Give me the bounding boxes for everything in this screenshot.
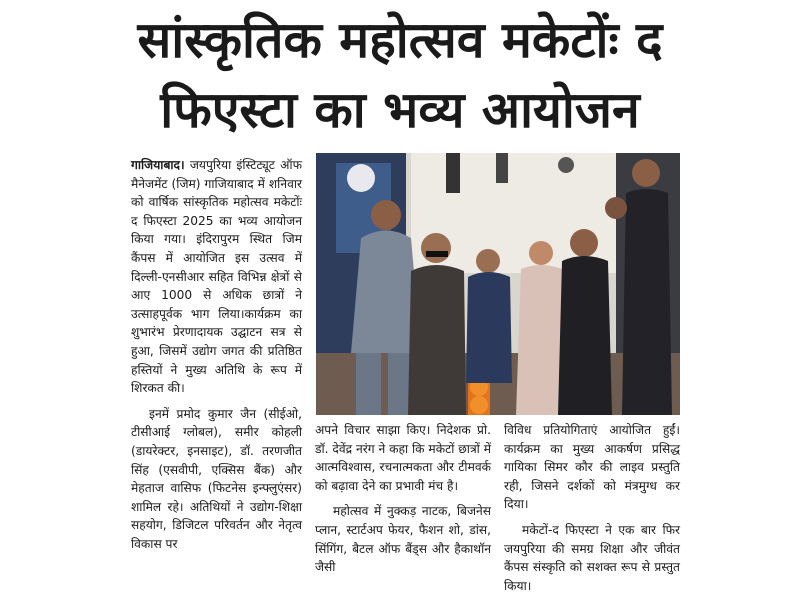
article-column-3: [504, 421, 680, 595]
article-paragraph-3: महोत्सव में नुक्कड़ नाटक, बिजनेस प्लान, स्टार्टअप फेयर, फैशन शो, डांस, सिंगिंग, बैटल ऑफ बैंड्स और हैकाथॉन जैसी: [315, 504, 491, 575]
article-paragraph-4: मकेटों-द फिएस्टा ने एक बार फिर जयपुरिया की समग्र शिक्षा और जीवंत कैंपस संस्कृति को सशक्त रूप से प्रस्तुत किया।: [504, 522, 680, 593]
event-photo: [316, 153, 680, 415]
article-paragraph-2-continued: अपने विचार साझा किए। निदेशक प्रो. डॉ. देवेंद्र नरंग ने कहा कि मकेटों छात्रों में आत्मविश्वास, रचनात्मकता और टीमवर्क को बढ़ावा देने का प्रभावी मंच है।: [315, 423, 491, 493]
headline-line-1: सांस्कृतिक महोत्सव मकेटोंः द: [137, 11, 663, 69]
dateline: गाजियाबाद।: [131, 158, 185, 172]
headline-line-2: फिएस्टा का भव्य आयोजन: [160, 81, 640, 139]
article-column-1: [131, 156, 302, 553]
paragraph-1-text: जयपुरिया इंस्टिट्यूट ऑफ मैनेजमेंट (जिम) गाजियाबाद में शनिवार को वार्षिक सांस्कृतिक महोत्सव मकेटोंः द फिएस्टा 2025 का भव्य आयोजन किया गया। इंदिरापुरम स्थित जिम कैंपस में आयोजित इस उत्सव में दिल्ली-एनसीआर सहित विभिन्न क्षेत्रों से आए 1000 से अधिक छात्रों ने उत्साहपूर्वक भाग लिया।कार्यक्रम का शुभारंभ प्रेरणादायक उद्घाटन सत्र से हुआ, जिसमें उद्योग जगत की प्रतिष्ठित हस्तियों ने मुख्य अतिथि के रूप में शिरकत की।: [131, 158, 302, 396]
event-photo-illustration: [316, 153, 680, 415]
article-paragraph-1: [131, 156, 302, 398]
article-paragraph-2: इनमें प्रमोद कुमार जैन (सीईओ, टीसीआई ग्लोबल), समीर कोहली (डायरेक्टर, इनसाइट), डॉ. तरणजीत सिंह (एसवीपी, एक्सिस बैंक) और मेहताज वासिफ (फिटनेस इन्फ्लुएंसर) शामिल रहे। अतिथियों ने उद्योग-शिक्षा सहयोग, डिजिटल परिवर्तन और नेतृत्व विकास पर: [131, 406, 302, 551]
article-paragraph-3-continued: विविध प्रतियोगिताएं आयोजित हुईं। कार्यक्रम का मुख्य आकर्षण प्रसिद्ध गायिका सिमर कौर की लाइव प्रस्तुति रही, जिसने दर्शकों को मंत्रमुग्ध कर दिया।: [504, 423, 680, 512]
article-column-2: [315, 421, 491, 577]
